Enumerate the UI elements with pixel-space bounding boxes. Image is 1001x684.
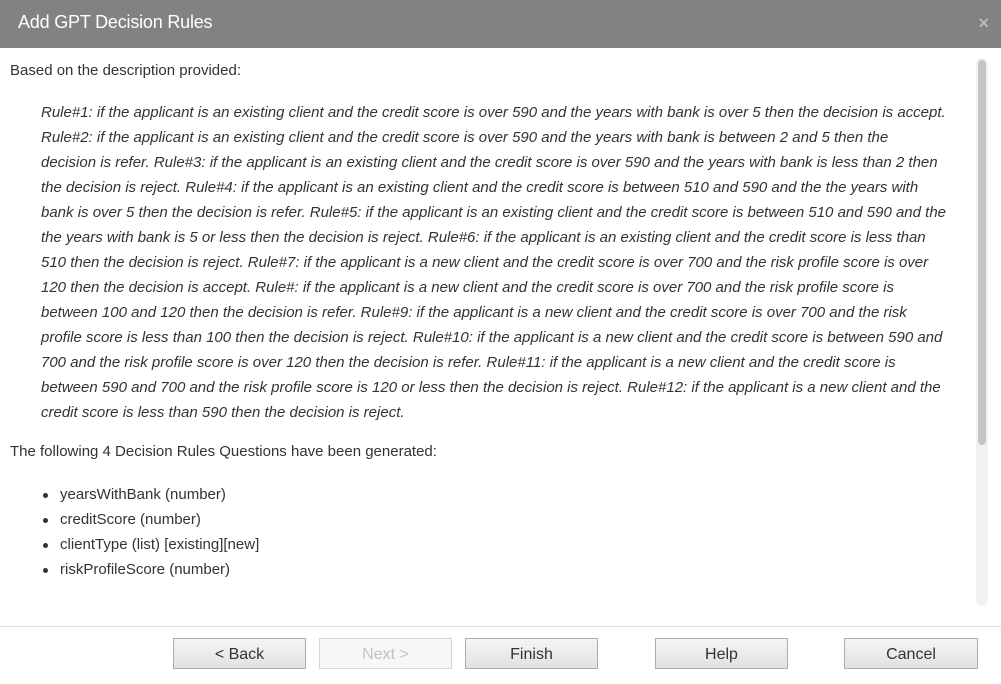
dialog-content [10, 60, 972, 610]
list-item: creditScore (number) [40, 507, 259, 532]
next-button[interactable]: Next > [319, 638, 452, 669]
intro-text: Based on the description provided: [10, 62, 241, 79]
questions-list [40, 482, 259, 582]
list-item: yearsWithBank (number) [40, 482, 259, 507]
help-button[interactable]: Help [655, 638, 788, 669]
list-item: clientType (list) [existing][new] [40, 532, 259, 557]
generated-summary: The following 4 Decision Rules Questions have been generated: [10, 443, 437, 460]
rules-description: Rule#1: if the applicant is an existing client and the credit score is over 590 and the years with bank is over 5 then the decision is accept. Rule#2: if the applicant is an existing client and the credit score is over 590 and the years with bank is between 2 and 5 then the decision is refer. Rule#3: if the applicant is an existing client and the credit score is over 590 and the years with bank is less than 2 then the decision is reject. Rule#4: if the applicant is an existing client and the credit score is between 510 and 590 and the the years with bank is over 5 then the decision is refer. Rule#5: if the applicant is an existing client and the credit score is between 510 and 590 and the the years with bank is 5 or less then the decision is reject. Rule#6: if the applicant is an existing client and the credit score is less than 510 then the decision is reject. Rule#7: if the applicant is a new client and the credit score is over 700 and the risk profile score is over 120 then the decision is accept. Rule#: if the applicant is a new client and the credit score is over 700 and the risk profile score is between 100 and 120 then the decision is refer. Rule#9: if the applicant is a new client and the credit score is over 700 and the risk profile score is less than 100 then the decision is reject. Rule#10: if the applicant is a new client and the credit score is between 590 and 700 and the risk profile score is over 120 then the decision is refer. Rule#11: if the applicant is a new client and the credit score is between 590 and 700 and the risk profile score is 120 or less then the decision is reject. Rule#12: if the applicant is a new client and the credit score is less than 590 then the decision is reject. [41, 104, 947, 421]
back-button[interactable]: < Back [173, 638, 306, 669]
scrollbar-thumb[interactable] [978, 60, 986, 445]
footer-divider [0, 626, 1001, 627]
dialog-title: Add GPT Decision Rules [18, 12, 213, 32]
list-item: riskProfileScore (number) [40, 557, 259, 582]
dialog-titlebar [0, 0, 1001, 48]
finish-button[interactable]: Finish [465, 638, 598, 669]
cancel-button[interactable]: Cancel [844, 638, 978, 669]
close-icon[interactable]: × [978, 13, 989, 33]
